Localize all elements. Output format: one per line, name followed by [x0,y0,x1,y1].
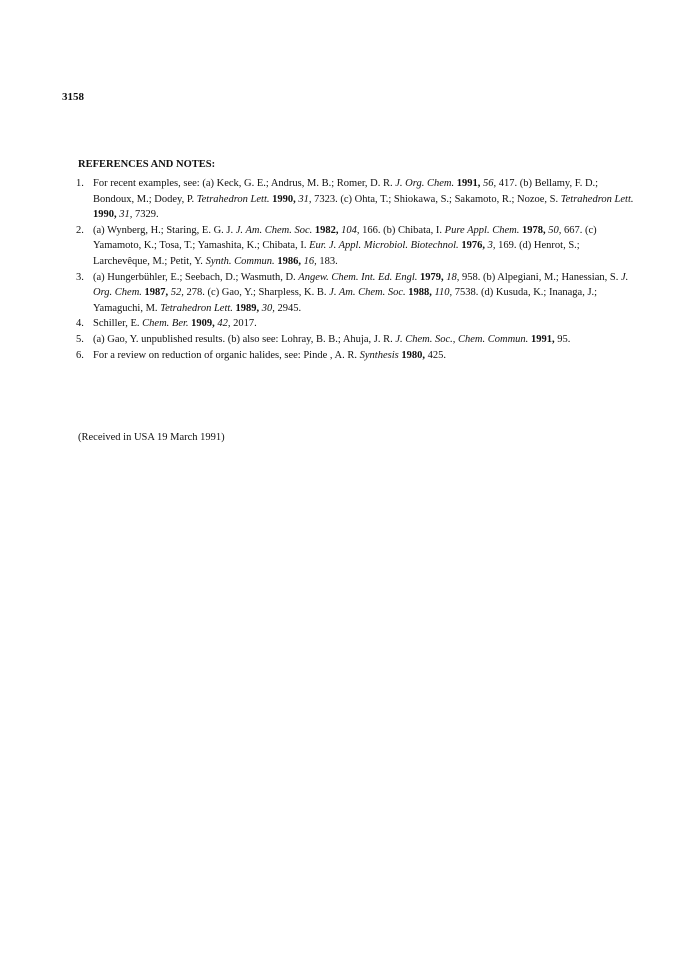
reference-text: (a) Gao, Y. unpublished results. (b) also see: Lohray, B. B.; Ahuja, J. R. [93,333,396,345]
reference-text: J. Org. Chem. [395,178,455,189]
reference-text: Synth. Commun. [205,255,275,267]
reference-text: 1989, [235,302,260,314]
reference-text: 18, [446,271,460,283]
reference-text: Tetrahedron Lett. [560,193,634,205]
reference-text: 7329. [132,209,159,221]
received-date: (Received in USA 19 March 1991) [78,432,225,443]
reference-text: 1986, [277,255,301,267]
reference-item [76,270,636,317]
reference-text: 1976, [461,240,485,252]
reference-text: 7323. (c) Ohta, T.; Shiokawa, S.; Sakamoto, R.; Nozoe, S. [311,193,561,205]
reference-text: 1991, [456,178,481,189]
references-heading: REFERENCES AND NOTES: [78,159,216,170]
reference-text: 1982, [314,224,339,236]
reference-text: 958. (b) Alpegiani, M.; Hanessian, S. [459,271,621,283]
reference-text: 3, [487,240,496,252]
reference-text: 1979, [420,271,444,283]
reference-text: 56, [482,178,497,189]
reference-text: 52, [170,287,184,299]
reference-text: 1978, [521,224,546,236]
reference-text: 95. [554,333,571,345]
reference-text: Pure Appl. Chem. [444,224,520,236]
reference-number: 1. [76,178,84,189]
reference-text: (a) Hungerbühler, E.; Seebach, D.; Wasmuth, D. [93,271,299,283]
reference-text: 104, [341,224,360,236]
reference-text: 183. [316,255,338,267]
reference-text: 110, [434,287,453,299]
reference-text: 425. [424,349,446,361]
reference-text: Eur. J. Appl. Microbiol. Biotechnol. [309,240,459,252]
reference-text: For recent examples, see: (a) Keck, G. E.; Andrus, M. B.; Romer, D. R. [93,178,396,189]
reference-text: 1990, [93,209,117,221]
reference-number: 4. [76,318,84,330]
reference-text: 1980, [401,349,425,361]
reference-text: 1991, [530,333,555,345]
reference-text: 169. (d) Henrot, S.; Larchevêque, M.; Petit, Y. [93,240,580,267]
reference-number: 6. [76,349,84,361]
reference-text: 7538. (d) Kusuda, K.; Inanaga, J.; Yamaguchi, M. [93,287,598,314]
reference-text: Tetrahedron Lett. [196,193,270,205]
reference-text: 1987, [144,287,169,299]
reference-text: Tetrahedron Lett. [160,302,233,314]
reference-number: 3. [76,271,84,283]
reference-text: J. Chem. Soc., Chem. Commun. [395,333,529,345]
reference-text: J. Am. Chem. Soc. [235,224,313,236]
reference-text: 42, [217,318,231,330]
reference-text: 1909, [191,318,215,330]
reference-item [76,332,636,348]
reference-text: 30, [261,302,275,314]
reference-text: Angew. Chem. Int. Ed. Engl. [298,271,418,283]
reference-text: 667. (c) Yamamoto, K.; Tosa, T.; Yamashita, K.; Chibata, I. [93,224,597,252]
reference-text: J. Am. Chem. Soc. [329,287,406,299]
reference-text: 417. (b) Bellamy, F. D.; Bondoux, M.; Dodey, P. [93,178,599,205]
reference-item [76,223,636,270]
reference-number: 5. [76,333,84,345]
reference-text: 31, [298,193,312,205]
reference-text: (a) Wynberg, H.; Staring, E. G. J. [93,224,236,236]
reference-item [76,348,636,364]
reference-text: J. Org. Chem. [93,271,629,299]
reference-text: 2945. [274,302,302,314]
reference-item [76,316,636,332]
reference-text: 278. (c) Gao, Y.; Sharpless, K. B. [183,287,330,299]
reference-text: Synthesis [359,349,399,361]
reference-text: 16, [303,255,317,267]
reference-text: 31, [119,209,133,221]
reference-text: For a review on reduction of organic halides, see: Pinde , A. R. [93,349,360,361]
reference-text: 50, [548,224,562,236]
reference-number: 2. [76,224,84,236]
page-number: 3158 [62,91,84,103]
reference-item [76,176,636,223]
reference-text: Schiller, E. [93,318,143,330]
reference-text: 166. (b) Chibata, I. [359,224,445,236]
reference-text: Chem. Ber. [142,318,189,330]
references-list [76,176,636,363]
reference-text: 1988, [408,287,432,299]
reference-text: 1990, [272,193,296,205]
reference-text: 2017. [230,318,257,330]
